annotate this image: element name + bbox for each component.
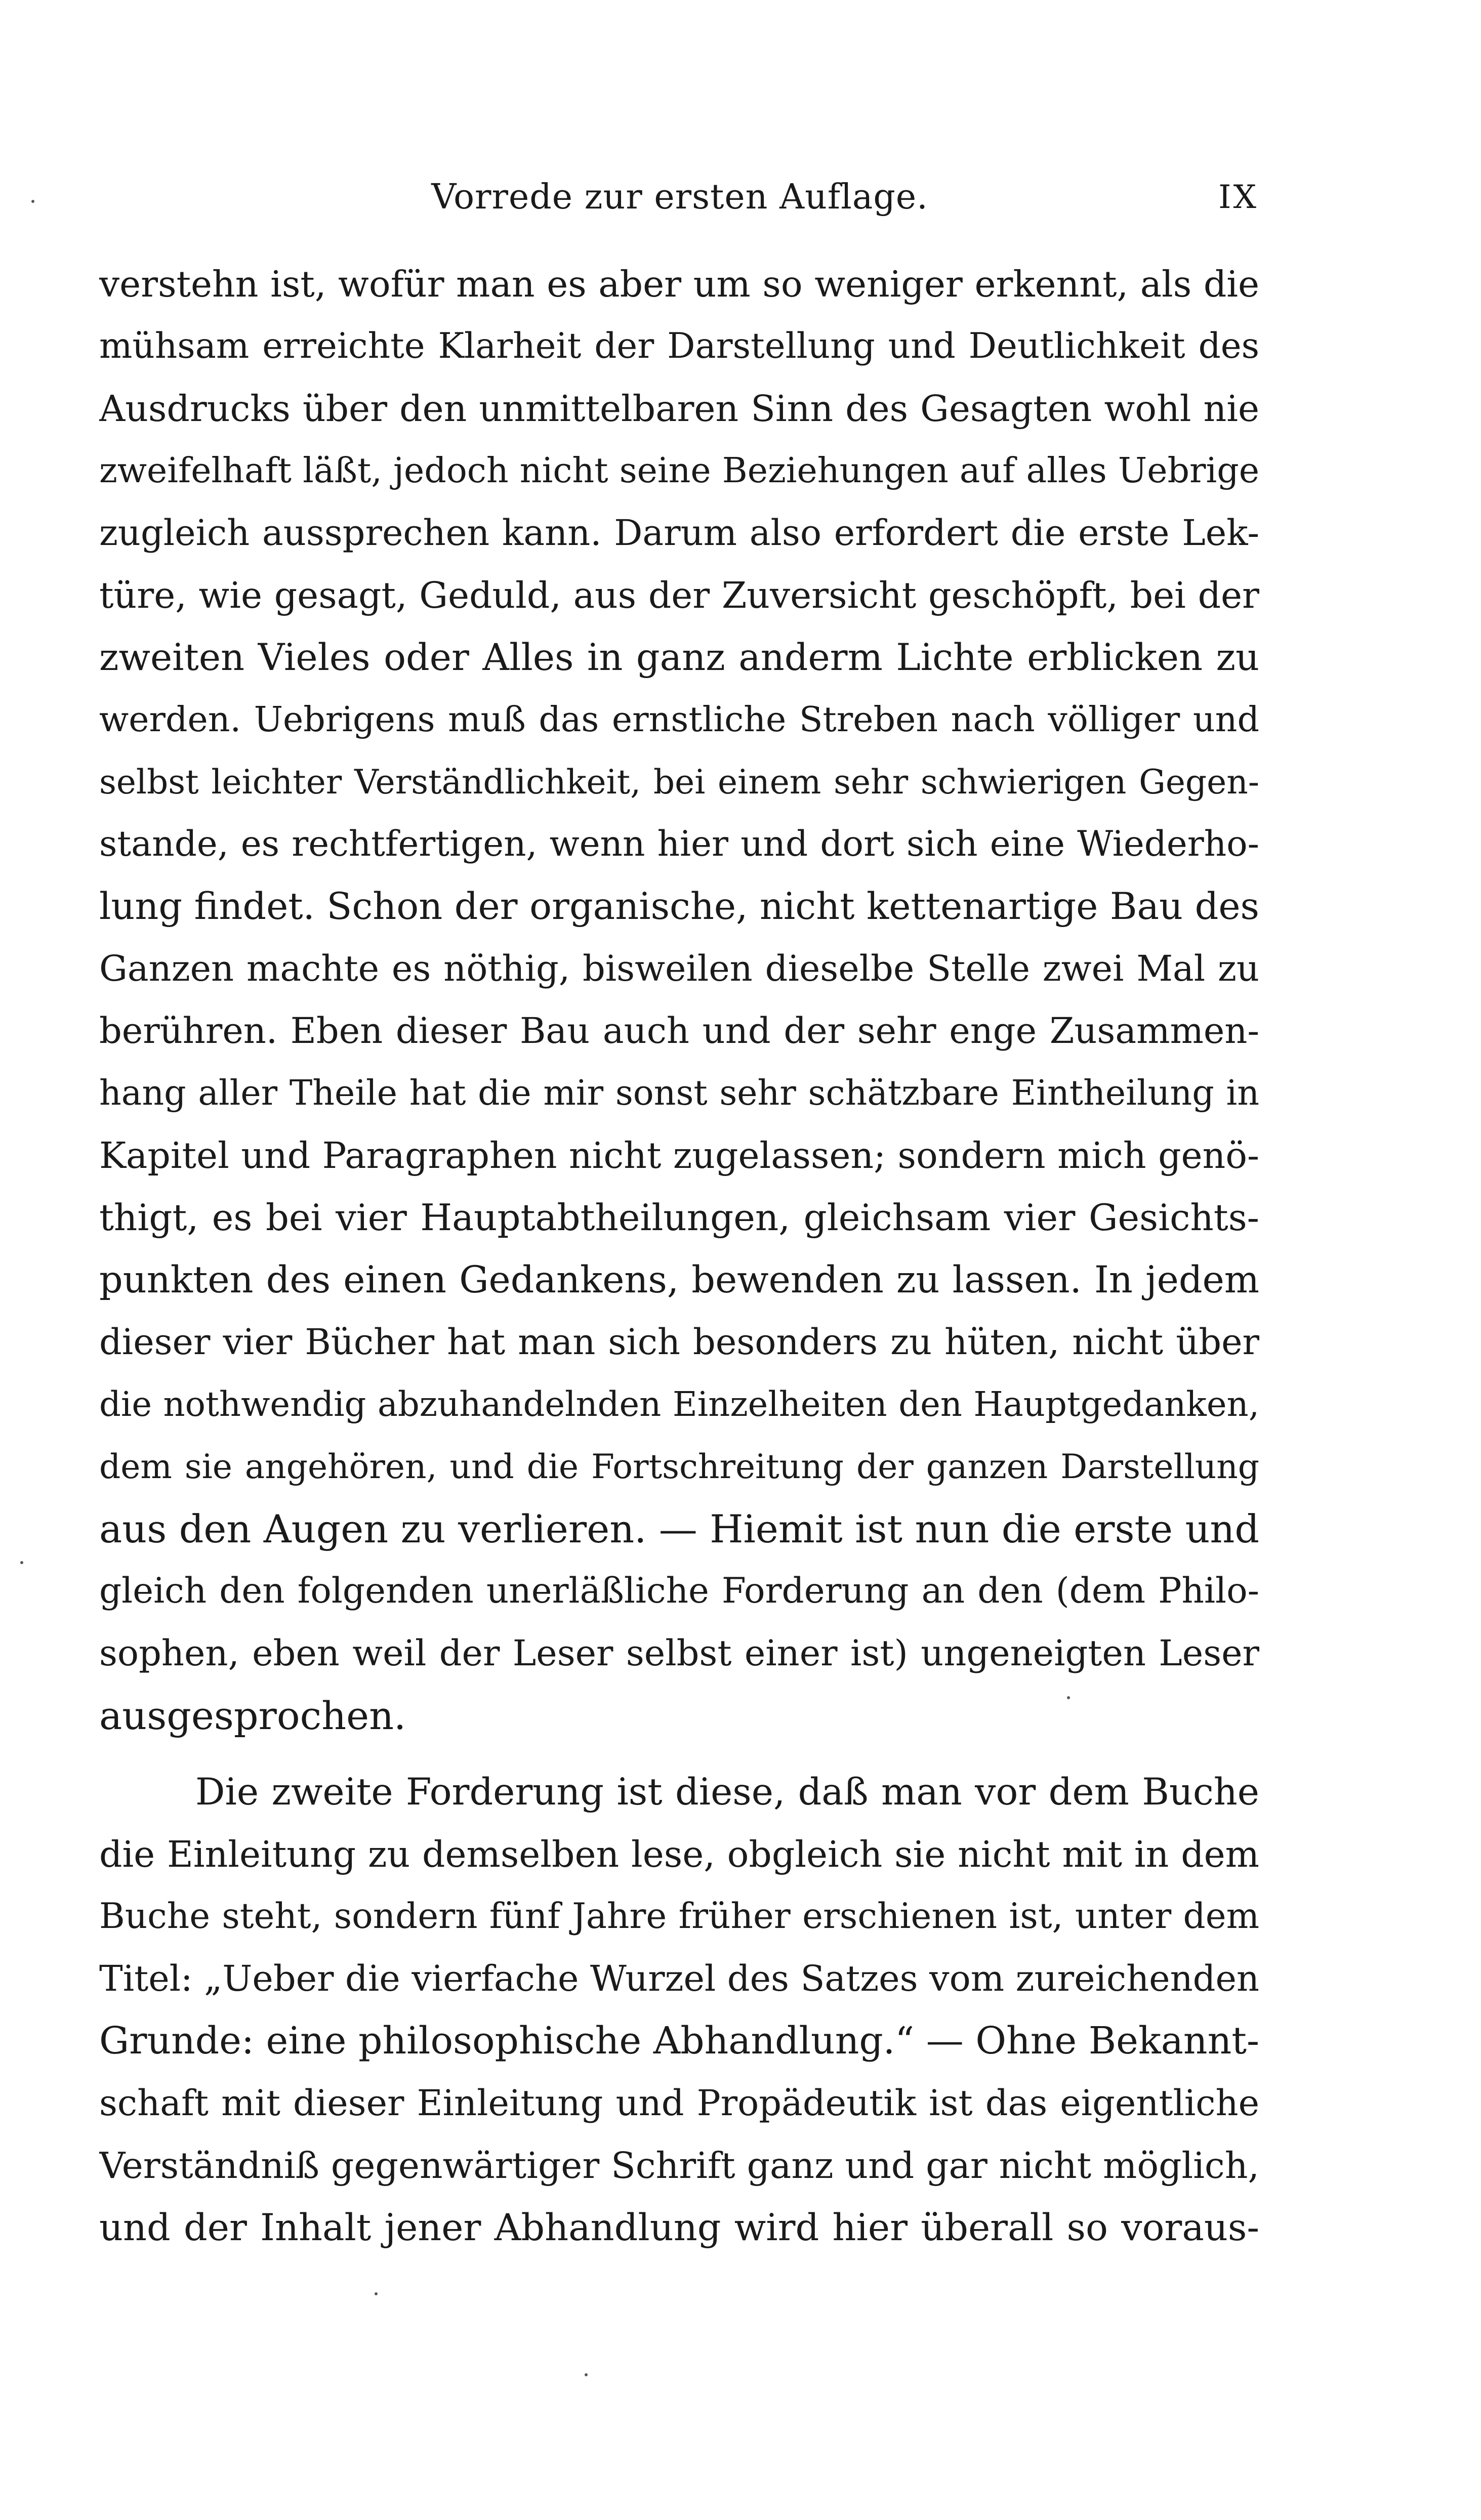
text-line: die Einleitung zu demselben lese, obgleich sie nicht mit in dem	[99, 1833, 1259, 1875]
text-line: zweiten Vieles oder Alles in ganz anderm Lichte erblicken zu	[99, 636, 1259, 679]
paragraph-1	[99, 253, 1259, 1747]
text-line: schaft mit dieser Einleitung und Propädeutik ist das eigentliche	[99, 2082, 1259, 2124]
text-line: zugleich aussprechen kann. Darum also erfordert die erste Lek-	[99, 512, 1259, 554]
body-text	[99, 253, 1259, 2259]
text-line: aus den Augen zu verlieren. — Hiemit ist nun die erste und	[99, 1506, 1259, 1551]
page-header	[101, 175, 1258, 220]
text-line: ausgesprochen.	[99, 1693, 406, 1738]
text-line: Ausdrucks über den unmittelbaren Sinn des Gesagten wohl nie	[99, 388, 1259, 430]
scan-speck	[31, 200, 34, 203]
text-line: verstehn ist, wofür man es aber um so weniger erkennt, als die	[99, 263, 1259, 305]
scan-speck	[20, 1561, 23, 1564]
text-line: mühsam erreichte Klarheit der Darstellung und Deutlichkeit des	[99, 326, 1259, 366]
text-line: türe, wie gesagt, Geduld, aus der Zuversicht geschöpft, bei der	[99, 574, 1259, 616]
text-line: stande, es rechtfertigen, wenn hier und dort sich eine Wiederho-	[99, 824, 1259, 864]
text-line: berühren. Eben dieser Bau auch und der sehr enge Zusammen-	[99, 1010, 1259, 1052]
text-line: dieser vier Bücher hat man sich besonders zu hüten, nicht über	[99, 1321, 1259, 1363]
text-line: Ganzen machte es nöthig, bisweilen dieselbe Stelle zwei Mal zu	[99, 948, 1259, 989]
scan-speck	[1067, 1696, 1070, 1699]
text-line: lung findet. Schon der organische, nicht kettenartige Bau des	[99, 885, 1259, 928]
text-line: thigt, es bei vier Hauptabtheilungen, gleichsam vier Gesichts-	[99, 1196, 1259, 1239]
text-line: punkten des einen Gedankens, bewenden zu lassen. In jedem	[99, 1258, 1259, 1301]
text-line: sophen, eben weil der Leser selbst einer ist) ungeneigten Leser	[99, 1632, 1259, 1674]
text-line: dem sie angehören, und die Fortschreitung der ganzen Darstellung	[99, 1447, 1259, 1486]
text-line: selbst leichter Verständlichkeit, bei einem sehr schwierigen Gegen-	[99, 763, 1259, 802]
text-line: Titel: „Ueber die vierfache Wurzel des Satzes vom zureichenden	[99, 1958, 1259, 1999]
paragraph-gap	[99, 1747, 1259, 1761]
text-line: Buche steht, sondern fünf Jahre früher erschienen ist, unter dem	[99, 1896, 1259, 1937]
text-line: und der Inhalt jener Abhandlung wird hier überall so voraus-	[99, 2206, 1259, 2249]
text-line: gleich den folgenden unerläßliche Forderung an den (dem Philo-	[99, 1571, 1259, 1611]
text-line: die nothwendig abzuhandelnden Einzelheiten den Hauptgedanken,	[99, 1384, 1259, 1424]
text-line: Verständniß gegenwärtiger Schrift ganz und gar nicht möglich,	[99, 2145, 1259, 2187]
text-line: zweifelhaft läßt, jedoch nicht seine Beziehungen auf alles Uebrige	[99, 451, 1259, 491]
page-number: IX	[1218, 179, 1258, 216]
text-line: werden. Uebrigens muß das ernstliche Streben nach völliger und	[99, 700, 1259, 740]
text-line: Kapitel und Paragraphen nicht zugelassen; sondern mich genö-	[99, 1135, 1259, 1177]
paragraph-2	[99, 1761, 1259, 2259]
scan-speck	[585, 2373, 588, 2376]
text-line: Die zweite Forderung ist diese, daß man vor dem Buche	[195, 1771, 1259, 1814]
scan-speck	[375, 2292, 378, 2295]
running-title: Vorrede zur ersten Auflage.	[431, 177, 928, 217]
text-line: Grunde: eine philosophische Abhandlung.“ — Ohne Bekannt-	[99, 2019, 1259, 2063]
text-line: hang aller Theile hat die mir sonst sehr schätzbare Eintheilung in	[99, 1073, 1259, 1113]
